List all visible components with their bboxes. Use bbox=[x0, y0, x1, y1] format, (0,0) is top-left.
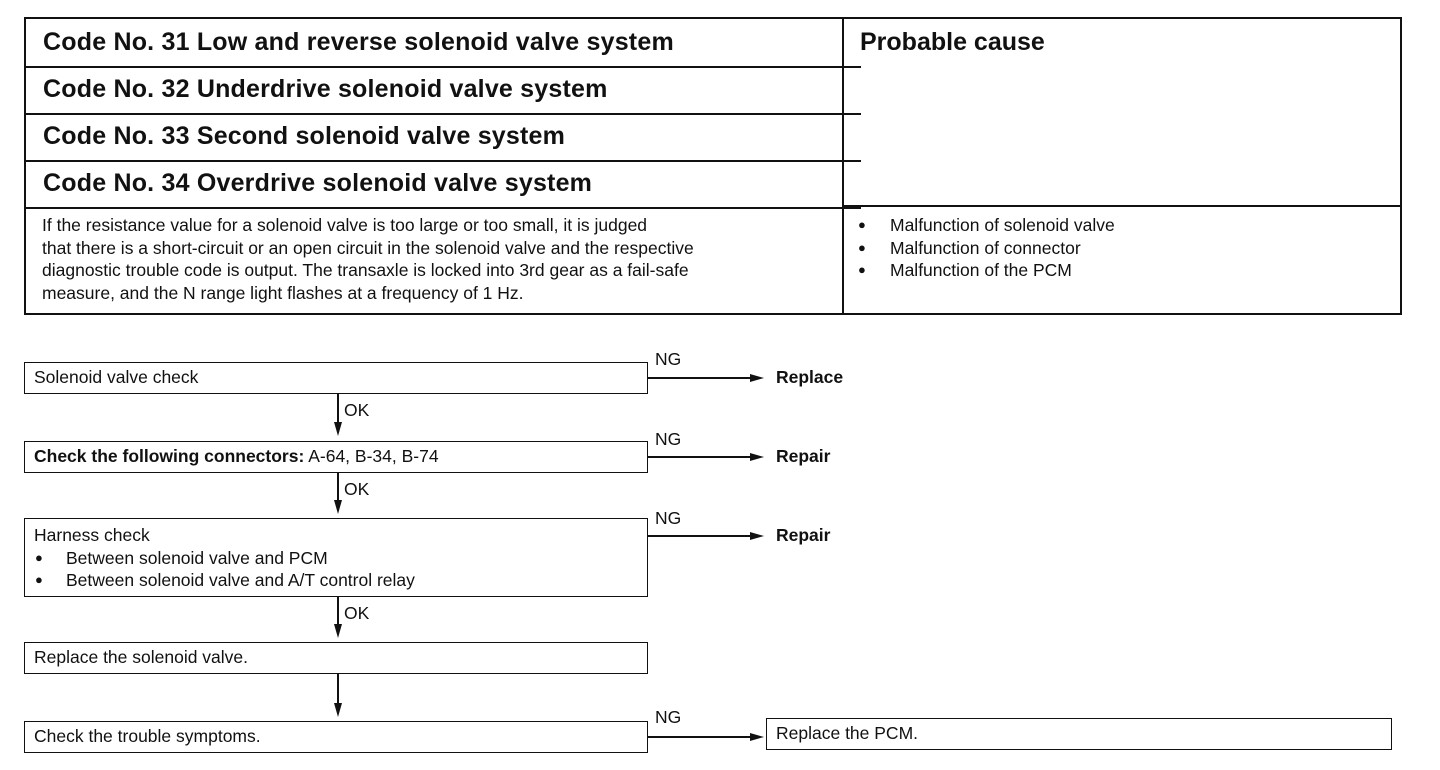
code-33-heading: Code No. 33 Second solenoid valve system bbox=[26, 113, 861, 162]
probable-cause-heading: Probable cause bbox=[860, 28, 1045, 56]
ng-label: NG bbox=[655, 508, 682, 528]
ng-connector bbox=[648, 456, 752, 458]
harness-check-title: Harness check bbox=[34, 525, 150, 545]
trouble-code-table bbox=[24, 17, 1402, 315]
step-harness-check bbox=[24, 518, 648, 597]
step-replace-pcm: Replace the PCM. bbox=[766, 718, 1392, 750]
probable-cause-list bbox=[856, 214, 1115, 282]
ok-label: OK bbox=[344, 479, 370, 499]
fault-description bbox=[42, 214, 842, 304]
description-line: measure, and the N range light flashes at a frequency of 1 Hz. bbox=[42, 282, 524, 303]
connector-list: A-64, B-34, B-74 bbox=[304, 446, 439, 466]
bullet-icon: ● bbox=[35, 572, 43, 587]
ng-connector bbox=[648, 736, 752, 738]
ok-connector bbox=[337, 597, 339, 625]
harness-check-item: ● Between solenoid valve and PCM bbox=[35, 547, 328, 568]
ng-connector bbox=[648, 377, 752, 379]
bullet-icon: ● bbox=[35, 549, 43, 565]
action-repair: Repair bbox=[776, 446, 831, 466]
cause-item: ● Malfunction of connector bbox=[858, 237, 1081, 258]
description-line: that there is a short-circuit or an open circuit in the solenoid valve and the respective bbox=[42, 237, 694, 258]
code-31-heading: Code No. 31 Low and reverse solenoid valve system bbox=[26, 19, 861, 68]
code-32-heading: Code No. 32 Underdrive solenoid valve system bbox=[26, 66, 861, 115]
bullet-icon: ● bbox=[858, 262, 866, 277]
cause-item: ● Malfunction of the PCM bbox=[858, 260, 1072, 280]
step-check-trouble-symptoms: Check the trouble symptoms. bbox=[24, 721, 648, 753]
description-line: If the resistance value for a solenoid valve is too large or too small, it is judged bbox=[42, 215, 648, 235]
cause-item: ● Malfunction of solenoid valve bbox=[858, 215, 1115, 235]
step-replace-solenoid-valve: Replace the solenoid valve. bbox=[24, 642, 648, 674]
arrow-right-icon bbox=[750, 374, 764, 382]
code-34-heading: Code No. 34 Overdrive solenoid valve system bbox=[26, 160, 861, 209]
ng-label: NG bbox=[655, 429, 682, 449]
arrow-right-icon bbox=[750, 532, 764, 540]
action-replace: Replace bbox=[776, 367, 844, 387]
ok-label: OK bbox=[344, 603, 370, 623]
ok-label: OK bbox=[344, 400, 370, 420]
table-divider bbox=[842, 19, 844, 313]
ok-connector bbox=[337, 473, 339, 502]
arrow-down-icon bbox=[334, 422, 342, 436]
ng-label: NG bbox=[655, 349, 682, 369]
connectors-check-label: Check the following connectors: bbox=[34, 446, 305, 466]
table-divider bbox=[842, 205, 1400, 207]
ng-connector bbox=[648, 535, 752, 537]
bullet-icon: ● bbox=[858, 239, 866, 255]
arrow-right-icon bbox=[750, 453, 764, 461]
bullet-icon: ● bbox=[858, 217, 866, 232]
harness-check-item: ● Between solenoid valve and A/T control relay bbox=[35, 570, 415, 590]
step-check-connectors bbox=[24, 441, 648, 473]
step-solenoid-valve-check: Solenoid valve check bbox=[24, 362, 648, 394]
action-repair: Repair bbox=[776, 525, 831, 545]
arrow-right-icon bbox=[750, 733, 764, 741]
flow-connector bbox=[337, 674, 339, 704]
ng-label: NG bbox=[655, 707, 682, 727]
arrow-down-icon bbox=[334, 624, 342, 638]
arrow-down-icon bbox=[334, 500, 342, 514]
ok-connector bbox=[337, 394, 339, 424]
description-line: diagnostic trouble code is output. The transaxle is locked into 3rd gear as a fail-safe bbox=[42, 260, 689, 280]
arrow-down-icon bbox=[334, 703, 342, 717]
